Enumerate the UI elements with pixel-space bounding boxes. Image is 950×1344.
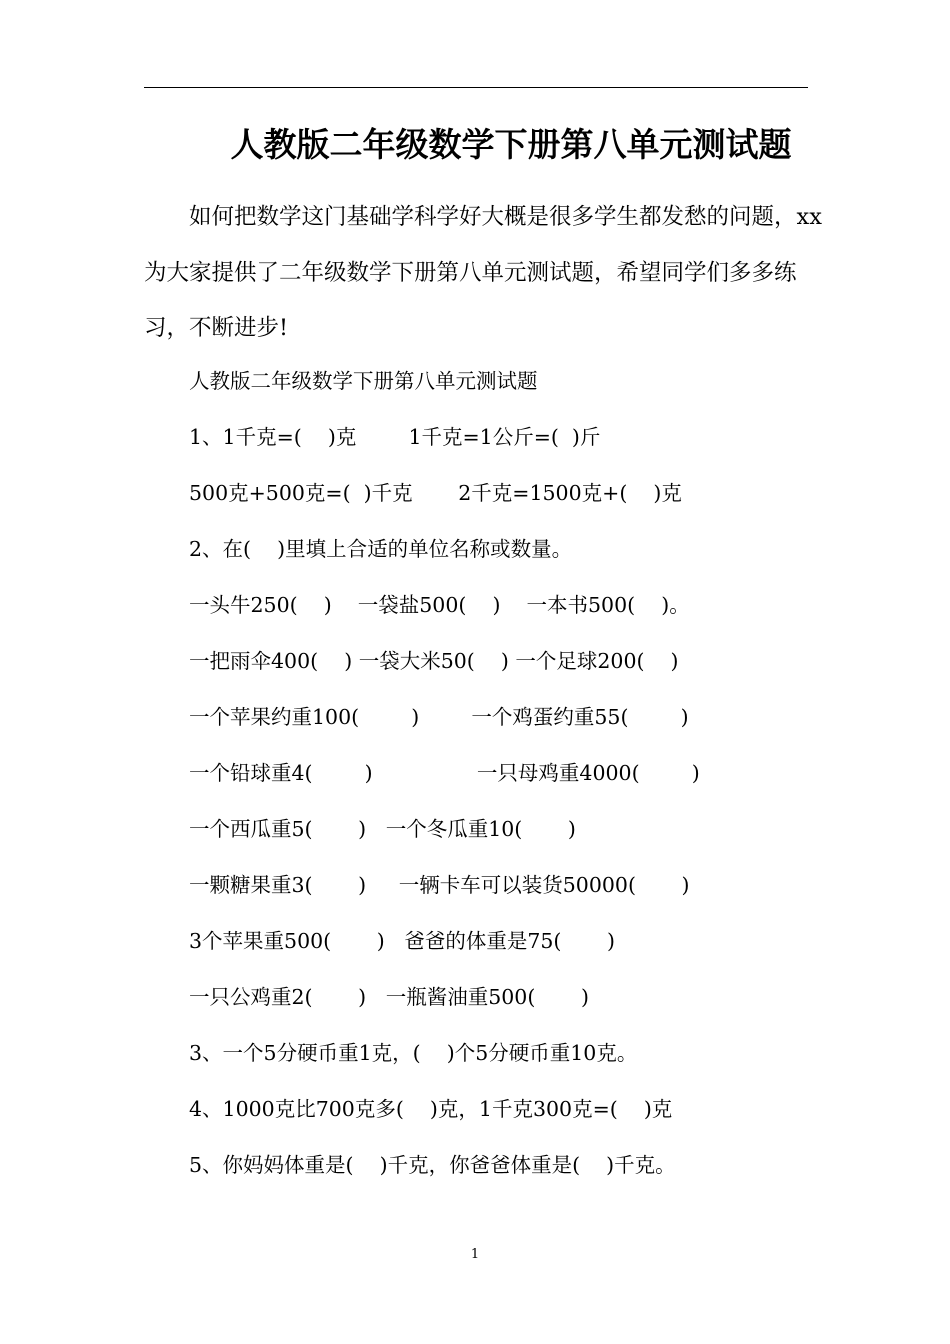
- question-line: 1、1千克=( )克 1千克=1公斤=( )斤: [189, 425, 601, 449]
- question-line: 一颗糖果重3( ) 一辆卡车可以装货50000( ): [189, 873, 690, 897]
- question-line: 500克+500克=( )千克 2千克=1500克+( )克: [189, 481, 682, 505]
- question-line: 一个苹果约重100( ) 一个鸡蛋约重55( ): [189, 705, 689, 729]
- question-line: 一把雨伞400( ) 一袋大米50( ) 一个足球200( ): [189, 649, 679, 673]
- intro-paragraph: [144, 190, 824, 357]
- question-line: 一个铅球重4( ) 一只母鸡重4000( ): [189, 761, 700, 785]
- question-list: [189, 353, 829, 1193]
- subtitle-line: 人教版二年级数学下册第八单元测试题: [189, 369, 538, 393]
- question-line: 3个苹果重500( ) 爸爸的体重是75( ): [189, 929, 616, 953]
- question-line: 2、在( )里填上合适的单位名称或数量。: [189, 537, 573, 561]
- page-number: 1: [470, 1247, 480, 1262]
- question-line: 5、你妈妈体重是( )千克，你爸爸体重是( )千克。: [189, 1153, 676, 1177]
- document-title: 人教版二年级数学下册第八单元测试题: [230, 125, 792, 164]
- question-line: 一头牛250( ) 一袋盐500( ) 一本书500( )。: [189, 593, 690, 617]
- question-line: 一个西瓜重5( ) 一个冬瓜重10( ): [189, 817, 576, 841]
- question-line: 3、一个5分硬币重1克，( )个5分硬币重10克。: [189, 1041, 638, 1065]
- header-rule: [144, 87, 808, 88]
- question-line: 4、1000克比700克多( )克，1千克300克=( )克: [189, 1097, 673, 1121]
- question-line: 一只公鸡重2( ) 一瓶酱油重500( ): [189, 985, 589, 1009]
- intro-text: 如何把数学这门基础学科学好大概是很多学生都发愁的问题，xx为大家提供了二年级数学下册第八单元测试题，希望同学们多多练习，不断进步!: [144, 204, 822, 341]
